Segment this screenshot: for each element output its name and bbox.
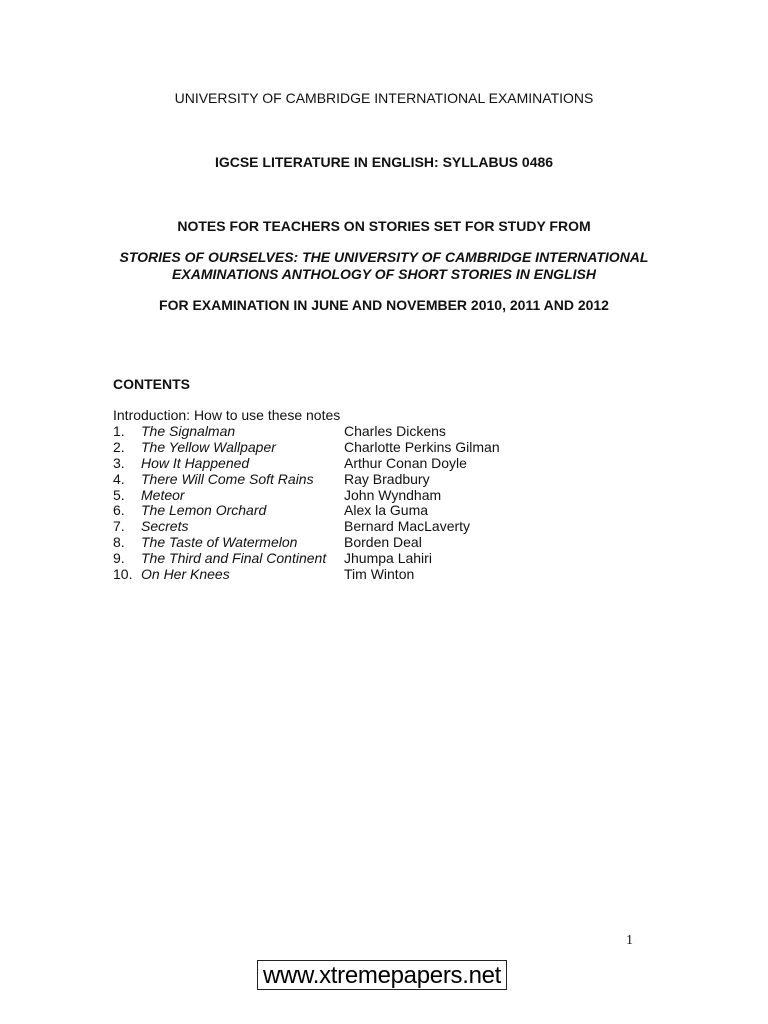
contents-item-number: 1. [113,423,125,439]
contents-item-author: Tim Winton [344,566,415,583]
exam-dates: FOR EXAMINATION IN JUNE AND NOVEMBER 2010, 2011 AND 2012 [159,297,609,313]
contents-item-title: The Signalman [141,423,236,439]
contents-item [113,439,613,455]
contents-item-author: Alex la Guma [344,502,429,519]
contents-item-number: 2. [113,438,125,455]
contents-item-title: The Yellow Wallpaper [141,438,276,455]
contents-item [113,471,613,487]
contents-item-author: John Wyndham [344,486,442,503]
contents-list [113,423,613,582]
contents-item-title: The Third and Final Continent [141,550,327,567]
contents-item-number: 10. [113,566,133,583]
contents-item [113,487,613,503]
anthology-title-line-1: STORIES OF OURSELVES: THE UNIVERSITY OF CAMBRIDGE INTERNATIONAL [119,249,649,265]
contents-item-number: 9. [113,550,125,567]
contents-item-author: Jhumpa Lahiri [344,550,432,567]
contents-item-title: Meteor [141,486,185,503]
contents-item-number: 6. [113,502,125,519]
contents-item-number: 8. [113,534,125,551]
contents-item-author: Bernard MacLaverty [344,518,471,535]
course-title: IGCSE LITERATURE IN ENGLISH: SYLLABUS 0486 [214,154,554,170]
contents-item-title: There Will Come Soft Rains [141,470,314,487]
contents-item-title: On Her Knees [141,566,230,583]
contents-heading: CONTENTS [113,376,190,392]
contents-item [113,550,613,566]
contents-item-number: 3. [113,454,125,471]
contents-item-title: How It Happened [141,454,250,471]
notes-title: NOTES FOR TEACHERS ON STORIES SET FOR STUDY FROM [177,218,591,234]
anthology-title [0,249,768,283]
contents-item-number: 5. [113,486,125,503]
contents-item-title: The Taste of Watermelon [141,534,298,551]
contents-item [113,455,613,471]
contents-item-author: Charles Dickens [344,423,446,439]
contents-item-number: 4. [113,470,125,487]
institution-heading: UNIVERSITY OF CAMBRIDGE INTERNATIONAL EXAMINATIONS [174,90,594,106]
contents-item [113,518,613,534]
contents-item-author: Borden Deal [344,534,422,551]
contents-item [113,566,613,582]
contents-item-author: Arthur Conan Doyle [344,454,467,471]
contents-item-author: Ray Bradbury [344,470,430,487]
anthology-title-line-2: EXAMINATIONS ANTHOLOGY OF SHORT STORIES IN ENGLISH [172,266,596,282]
contents-item [113,502,613,518]
contents-item [113,423,613,439]
watermark-link[interactable]: www.xtremepapers.net [257,960,507,990]
contents-item [113,534,613,550]
contents-item-number: 7. [113,518,125,535]
contents-item-title: The Lemon Orchard [141,502,267,519]
contents-item-title: Secrets [141,518,189,535]
contents-intro: Introduction: How to use these notes [113,407,341,423]
page-number: 1 [626,933,633,948]
contents-item-author: Charlotte Perkins Gilman [344,438,500,455]
